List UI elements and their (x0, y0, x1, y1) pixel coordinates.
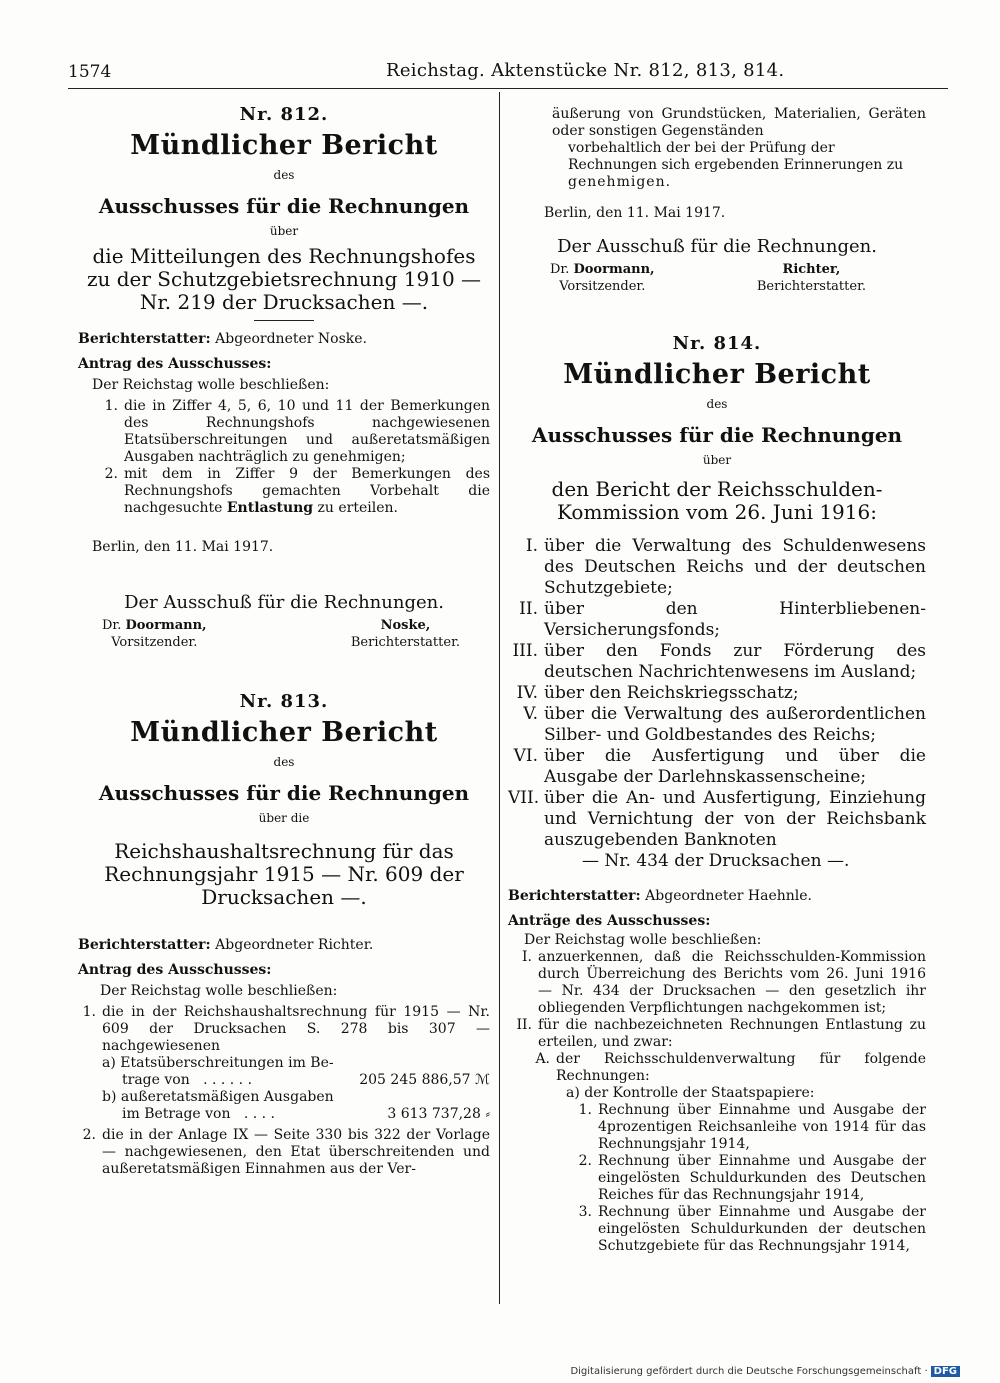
committee-812: Ausschusses für die Rechnungen (98, 194, 470, 218)
reporter-label-814: Berichterstatter: (508, 888, 641, 904)
reporter-813: Abgeordneter Richter. (215, 937, 374, 953)
page-header (68, 60, 948, 90)
page-number: 1574 (68, 62, 112, 82)
section-rule (254, 320, 314, 321)
dfg-logo: DFG (931, 1366, 960, 1377)
committee-signature-813: Der Ausschuß für die Rechnungen. (557, 236, 877, 257)
ueber-813: über die (258, 811, 310, 825)
continuation-text: äußerung von Grundstücken, Materialien, Geräten oder sonstigen Gegenständen (552, 106, 926, 139)
report-heading-814: Mündlicher Bericht (563, 359, 871, 390)
list-item: 2. Rechnung über Einnahme und Ausgabe der eingelösten Schuldurkunden des Deutschen Reiches für das Rechnungsjahr 1914, (578, 1153, 926, 1203)
list-item: 1. die in Ziffer 4, 5, 6, 10 und 11 der Bemerkungen des Rechnungshofs nachgewiesenen Etatsüberschreitungen und außeretatsmäßigen Ausgaben nachträglich zu genehmigen; (104, 398, 490, 465)
sub-heading-a: a) der Kontrolle der Staatspapiere: (566, 1085, 815, 1101)
intro-812: Der Reichstag wolle beschließen: (92, 377, 330, 393)
list-item: VI. über die Ausfertigung und über die Ausgabe der Darlehnskassenscheine; (513, 746, 926, 787)
ueber-812: über (269, 224, 299, 238)
list-item: IV. über den Reichskriegsschatz; (516, 683, 799, 703)
right-column: äußerung von Grundstücken, Materialien, Geräten oder sonstigen Gegenständen vorbehaltlich der bei der Prüfung der Rechnungen sich ergebenden Erinnerungen zu genehmigen. Berlin, den 11. Mai 1917. Der Ausschuß für die Rechnungen. Dr. Doormann, Vorsitzender. Richter, Berichterstatter. Nr. 814. Mündlicher Bericht des Ausschusses für die Rechnungen über den Bericht der Reichsschulden-Kommission vom 26. Juni 1916: I. über die Verwaltung des Schuldenwesens des Deutschen Reichs und der deutschen Schutzgebiete; II. über den Hinterbliebenen-Versicherungsfonds; III. über den Fonds zur Förderung des deutschen Nachrichtenwesens im Ausland; IV. über den Reichskriegsschatz; V. über die Verwaltung des außerordentlichen Silber- und Goldbestandes des Reichs; VI. über die Ausfertigung und über die Ausgabe der Darlehnskassenscheine; VII. über die An- und Ausfertigung, Einziehung und Vernichtung der von der Reichsbank auszugebenden Banknoten — Nr. 434 der Drucksachen —. Berichterstatter: Abgeordneter Haehnle. Anträge des Ausschusses: Der Reichstag wolle beschließen: I. anzuerkennen, daß die Reichsschulden-Kommission durch Überreichung des Berichts vom 26. Juni 1916 — Nr. 434 der Drucksachen — den gesetzlich ihr obliegenden Verpflichtungen nachgekommen ist; II. für die nachbezeichneten Rechnungen Entlastung zu erteilen, und zwar: A. der Reichsschuldenverwaltung für folgende Rechnungen: a) der Kontrolle der Staatspapiere: 1. Rechnung über Einnahme und Ausgabe der 4prozentigen Reichsanleihe von 1914 für das Rechnungsjahr 1914, 2. Rechnung über Einnahme und Ausgabe der eingelösten Schuldurkunden des Deutschen Reiches für das Rechnungsjahr 1914, 3. Rechnung über Einnahme und Ausgabe der eingelösten Schuldurkunden der deutschen Schutzgebiete für das Rechnungsjahr 1914, (508, 106, 926, 1254)
column-divider (499, 92, 500, 1304)
motion-label-813: Antrag des Ausschusses: (78, 962, 272, 978)
list-item: 1. Rechnung über Einnahme und Ausgabe der 4prozentigen Reichsanleihe von 1914 für das Rechnungsjahr 1914, (578, 1102, 926, 1152)
subject-812: die Mitteilungen des Rechnungshofes zu der Schutzgebietsrechnung 1910 — Nr. 219 der Drucksachen —. (86, 244, 482, 314)
place-date-813: Berlin, den 11. Mai 1917. (544, 205, 726, 221)
list-item: II. über den Hinterbliebenen-Versicherungsfonds; (519, 599, 926, 640)
list-item: VII. über die An- und Ausfertigung, Einziehung und Vernichtung der von der Reichsbank auszugebenden Banknoten (508, 788, 926, 850)
list-item: I. anzuerkennen, daß die Reichsschulden-Kommission durch Überreichung des Berichts vom 26. Juni 1916 — Nr. 434 der Drucksachen — den gesetzlich ihr obliegenden Verpflichtungen nachgekommen ist; (522, 949, 926, 1016)
list-item: II. für die nachbezeichneten Rechnungen Entlastung zu erteilen, und zwar: (516, 1017, 926, 1050)
amount-b: 3 613 737,28 ⸗ (387, 1106, 490, 1122)
doc-number-813: Nr. 813. (239, 691, 329, 712)
list-item: I. über die Verwaltung des Schuldenwesens des Deutschen Reichs und der deutschen Schutzgebiete; (525, 536, 926, 598)
list-item: III. über den Fonds zur Förderung des deutschen Nachrichtenwesens im Ausland; (512, 641, 926, 682)
signatures-813: Dr. Doormann, Vorsitzender. Richter, Berichterstatter. (550, 262, 866, 294)
report-heading-813: Mündlicher Bericht (130, 717, 438, 748)
place-date-812: Berlin, den 11. Mai 1917. (92, 539, 274, 555)
header-rule (68, 88, 948, 89)
subject-813: Reichshaushaltsrechnung für das Rechnungsjahr 1915 — Nr. 609 der Drucksachen —. (104, 839, 464, 909)
list-item: 3. Rechnung über Einnahme und Ausgabe der eingelösten Schuldurkunden der deutschen Schutzgebiete für das Rechnungsjahr 1914, (578, 1204, 926, 1254)
signatures-812: Dr. Doormann, Vorsitzender. Noske, Berichterstatter. (102, 618, 460, 650)
reporter-label-813: Berichterstatter: (78, 937, 211, 953)
committee-signature-812: Der Ausschuß für die Rechnungen. (124, 592, 444, 613)
intro-814: Der Reichstag wolle beschließen: (524, 932, 762, 948)
list-item: 1. die in der Reichshaushaltsrechnung für 1915 — Nr. 609 der Drucksachen S. 278 bis 307 — nachgewiesenen (82, 1004, 490, 1054)
reporter-label-812: Berichterstatter: (78, 331, 211, 347)
motion-label-812: Antrag des Ausschusses: (78, 356, 272, 372)
des-814: des (706, 397, 728, 411)
des-813: des (273, 755, 295, 769)
reporter-814: Abgeordneter Haehnle. (645, 888, 813, 904)
committee-813: Ausschusses für die Rechnungen (98, 781, 470, 805)
amounts: a) Etatsüberschreitungen im Be- trage von . . . . . . 205 245 886,57 ℳ b) außeretatsmäßigen Ausgaben im Betrage von . . . . 3 613 737,28 ⸗ (102, 1055, 490, 1122)
ueber-814: über (702, 453, 732, 467)
drucksachen-ref: — Nr. 434 der Drucksachen —. (582, 851, 850, 871)
reporter-812: Abgeordneter Noske. (215, 331, 367, 347)
running-title: Reichstag. Aktenstücke Nr. 812, 813, 814. (386, 60, 785, 81)
topics-list (508, 536, 926, 872)
subject-814: den Bericht der Reichsschulden-Kommission vom 26. Juni 1916: (551, 477, 883, 524)
motion-label-814: Anträge des Ausschusses: (508, 913, 711, 929)
left-column (78, 100, 490, 1178)
report-heading-812: Mündlicher Bericht (130, 130, 438, 161)
list-item: V. über die Verwaltung des außerordentlichen Silber- und Goldbestandes des Reichs; (523, 704, 926, 745)
committee-814: Ausschusses für die Rechnungen (531, 423, 903, 447)
list-item: 2. mit dem in Ziffer 9 der Bemerkungen des Rechnungshofs gemachten Vorbehalt die nachgesuchte Entlastung zu erteilen. (104, 466, 490, 516)
des-812: des (273, 168, 295, 182)
doc-number-812: Nr. 812. (239, 104, 329, 125)
list-item: 2. die in der Anlage IX — Seite 330 bis 322 der Vorlage — nachgewiesenen, den Etat überschreitenden und außeretatsmäßigen Einnahmen aus der Ver- (82, 1127, 490, 1177)
doc-number-814: Nr. 814. (672, 333, 762, 354)
continuation-text-2: vorbehaltlich der bei der Prüfung der Rechnungen sich ergebenden Erinnerungen zu (568, 140, 904, 173)
intro-813: Der Reichstag wolle beschließen: (100, 983, 338, 999)
list-item: A. der Reichsschuldenverwaltung für folgende Rechnungen: (535, 1051, 926, 1084)
amount-a: 205 245 886,57 ℳ (359, 1072, 490, 1088)
digitization-footer: Digitalisierung gefördert durch die Deutsche Forschungsgemeinschaft · DFG (570, 1366, 960, 1377)
